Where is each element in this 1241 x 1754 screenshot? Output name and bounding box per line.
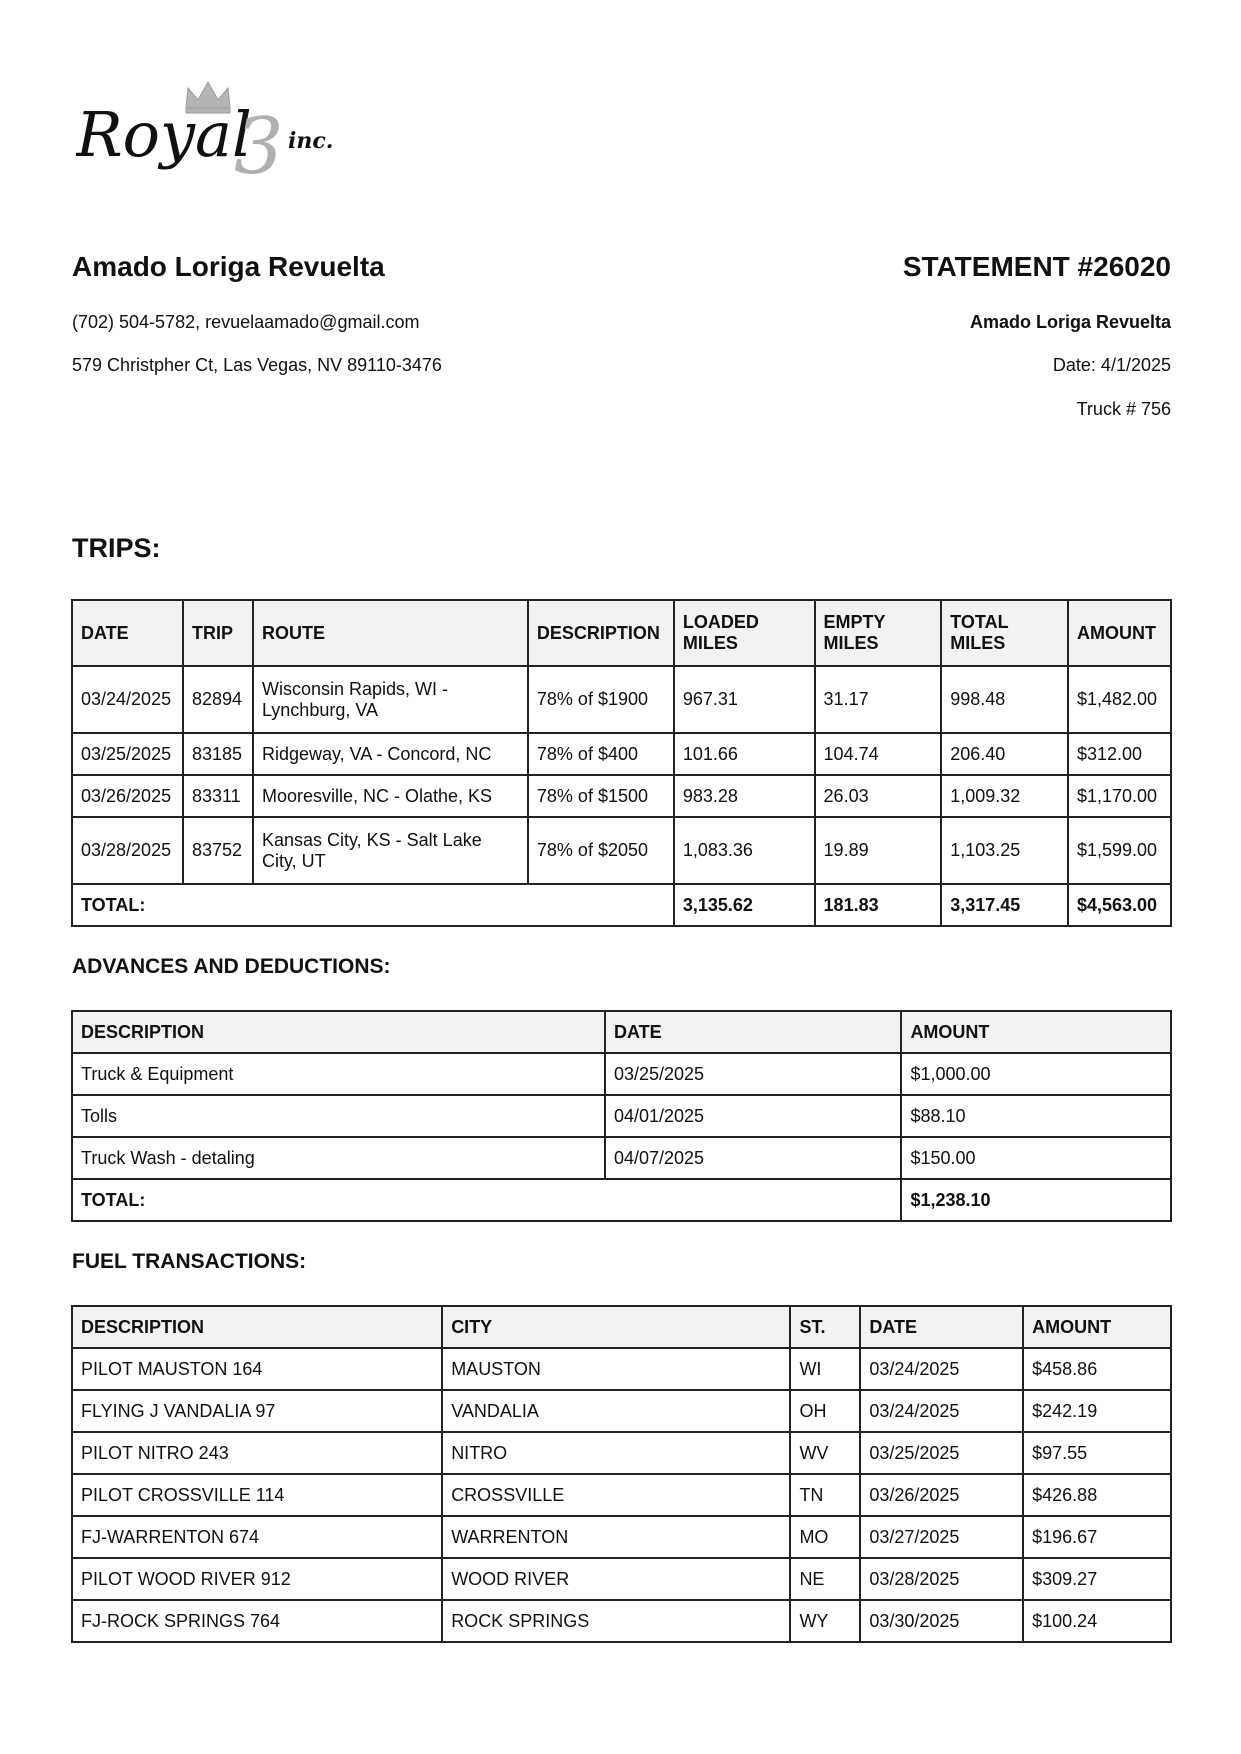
cell: 998.48 — [941, 666, 1068, 733]
table-row — [72, 1432, 1171, 1474]
total-amount: $4,563.00 — [1068, 884, 1171, 926]
cell: $97.55 — [1023, 1432, 1171, 1474]
col-header: EMPTY MILES — [815, 600, 942, 666]
cell: PILOT CROSSVILLE 114 — [72, 1474, 442, 1516]
table-row — [72, 1600, 1171, 1642]
total-label: TOTAL: — [72, 1179, 901, 1221]
advances-header-row — [72, 1011, 1171, 1053]
cell: 983.28 — [674, 775, 815, 817]
cell: Kansas City, KS - Salt Lake City, UT — [253, 817, 528, 884]
cell: 1,103.25 — [941, 817, 1068, 884]
cell: NITRO — [442, 1432, 790, 1474]
cell: PILOT WOOD RIVER 912 — [72, 1558, 442, 1600]
cell: 03/27/2025 — [860, 1516, 1023, 1558]
cell: CROSSVILLE — [442, 1474, 790, 1516]
cell: FJ-WARRENTON 674 — [72, 1516, 442, 1558]
cell: $242.19 — [1023, 1390, 1171, 1432]
cell: 967.31 — [674, 666, 815, 733]
col-header: AMOUNT — [901, 1011, 1171, 1053]
col-header: AMOUNT — [1023, 1306, 1171, 1348]
cell: $312.00 — [1068, 733, 1171, 775]
cell: WV — [790, 1432, 860, 1474]
cell: 03/24/2025 — [72, 666, 183, 733]
cell: 83311 — [183, 775, 253, 817]
driver-name: Amado Loriga Revuelta — [72, 251, 385, 282]
cell: 78% of $2050 — [528, 817, 674, 884]
cell: 83752 — [183, 817, 253, 884]
table-row — [72, 666, 1171, 733]
statement-truck: Truck # 756 — [1076, 399, 1171, 419]
cell: 19.89 — [815, 817, 942, 884]
statement-date: Date: 4/1/2025 — [1052, 355, 1171, 375]
table-row — [72, 1095, 1171, 1137]
advances-total-row — [72, 1179, 1171, 1221]
table-row — [72, 1558, 1171, 1600]
statement-title: STATEMENT #26020 — [902, 251, 1171, 282]
fuel-title: FUEL TRANSACTIONS: — [72, 1250, 307, 1273]
cell: FLYING J VANDALIA 97 — [72, 1390, 442, 1432]
cell: OH — [790, 1390, 860, 1432]
cell: $309.27 — [1023, 1558, 1171, 1600]
table-row — [72, 817, 1171, 884]
table-row — [72, 1516, 1171, 1558]
cell: WY — [790, 1600, 860, 1642]
cell: MAUSTON — [442, 1348, 790, 1390]
table-row — [72, 1137, 1171, 1179]
col-header: CITY — [442, 1306, 790, 1348]
cell: Truck Wash - detaling — [72, 1137, 605, 1179]
table-row — [72, 1348, 1171, 1390]
table-row — [72, 775, 1171, 817]
col-header: DESCRIPTION — [72, 1306, 442, 1348]
cell: VANDALIA — [442, 1390, 790, 1432]
cell: WI — [790, 1348, 860, 1390]
cell: $1,000.00 — [901, 1053, 1171, 1095]
cell: $426.88 — [1023, 1474, 1171, 1516]
cell: $1,482.00 — [1068, 666, 1171, 733]
cell: WOOD RIVER — [442, 1558, 790, 1600]
cell: 101.66 — [674, 733, 815, 775]
cell: 03/25/2025 — [860, 1432, 1023, 1474]
cell: ROCK SPRINGS — [442, 1600, 790, 1642]
cell: 03/26/2025 — [860, 1474, 1023, 1516]
cell: Truck & Equipment — [72, 1053, 605, 1095]
cell: 03/25/2025 — [605, 1053, 901, 1095]
col-header: AMOUNT — [1068, 600, 1171, 666]
total-loaded-miles: 3,135.62 — [674, 884, 815, 926]
logo-suffix: inc. — [288, 128, 334, 154]
cell: Ridgeway, VA - Concord, NC — [253, 733, 528, 775]
fuel-header-row — [72, 1306, 1171, 1348]
col-header: DATE — [72, 600, 183, 666]
trips-table — [71, 599, 1172, 927]
cell: 03/26/2025 — [72, 775, 183, 817]
cell: 26.03 — [815, 775, 942, 817]
total-amount: $1,238.10 — [901, 1179, 1171, 1221]
cell: Wisconsin Rapids, WI - Lynchburg, VA — [253, 666, 528, 733]
cell: 31.17 — [815, 666, 942, 733]
table-row — [72, 733, 1171, 775]
cell: FJ-ROCK SPRINGS 764 — [72, 1600, 442, 1642]
col-header: ST. — [790, 1306, 860, 1348]
col-header: DESCRIPTION — [528, 600, 674, 666]
cell: 03/28/2025 — [72, 817, 183, 884]
cell: 78% of $1900 — [528, 666, 674, 733]
cell: Mooresville, NC - Olathe, KS — [253, 775, 528, 817]
col-header: DESCRIPTION — [72, 1011, 605, 1053]
col-header: DATE — [605, 1011, 901, 1053]
col-header: TRIP — [183, 600, 253, 666]
total-label: TOTAL: — [72, 884, 674, 926]
table-row — [72, 1053, 1171, 1095]
cell: $100.24 — [1023, 1600, 1171, 1642]
fuel-table — [71, 1305, 1172, 1643]
logo-wordmark: Royal — [76, 98, 252, 171]
company-logo — [76, 78, 386, 193]
advances-table — [71, 1010, 1172, 1222]
cell: $1,599.00 — [1068, 817, 1171, 884]
cell: $150.00 — [901, 1137, 1171, 1179]
cell: $458.86 — [1023, 1348, 1171, 1390]
driver-contact: (702) 504-5782, revuelaamado@gmail.com — [72, 312, 420, 332]
cell: 03/24/2025 — [860, 1390, 1023, 1432]
cell: 206.40 — [941, 733, 1068, 775]
cell: PILOT MAUSTON 164 — [72, 1348, 442, 1390]
total-miles: 3,317.45 — [941, 884, 1068, 926]
cell: 03/25/2025 — [72, 733, 183, 775]
driver-address: 579 Christpher Ct, Las Vegas, NV 89110-3476 — [72, 355, 442, 375]
total-empty-miles: 181.83 — [815, 884, 942, 926]
cell: WARRENTON — [442, 1516, 790, 1558]
statement-name: Amado Loriga Revuelta — [969, 312, 1171, 332]
col-header: LOADED MILES — [674, 600, 815, 666]
advances-title: ADVANCES AND DEDUCTIONS: — [72, 955, 391, 978]
cell: $1,170.00 — [1068, 775, 1171, 817]
table-row — [72, 1390, 1171, 1432]
cell: 04/01/2025 — [605, 1095, 901, 1137]
cell: TN — [790, 1474, 860, 1516]
cell: 83185 — [183, 733, 253, 775]
col-header: ROUTE — [253, 600, 528, 666]
cell: 03/30/2025 — [860, 1600, 1023, 1642]
col-header: TOTAL MILES — [941, 600, 1068, 666]
cell: NE — [790, 1558, 860, 1600]
trips-header-row — [72, 600, 1171, 666]
cell: 78% of $400 — [528, 733, 674, 775]
cell: $88.10 — [901, 1095, 1171, 1137]
cell: MO — [790, 1516, 860, 1558]
table-row — [72, 1474, 1171, 1516]
cell: 1,083.36 — [674, 817, 815, 884]
cell: 1,009.32 — [941, 775, 1068, 817]
col-header: DATE — [860, 1306, 1023, 1348]
cell: 03/24/2025 — [860, 1348, 1023, 1390]
trips-title: TRIPS: — [72, 533, 161, 563]
cell: 78% of $1500 — [528, 775, 674, 817]
cell: Tolls — [72, 1095, 605, 1137]
cell: 04/07/2025 — [605, 1137, 901, 1179]
cell: 82894 — [183, 666, 253, 733]
cell: $196.67 — [1023, 1516, 1171, 1558]
trips-total-row — [72, 884, 1171, 926]
cell: 03/28/2025 — [860, 1558, 1023, 1600]
cell: 104.74 — [815, 733, 942, 775]
logo-numeral: 3 — [234, 102, 284, 192]
cell: PILOT NITRO 243 — [72, 1432, 442, 1474]
